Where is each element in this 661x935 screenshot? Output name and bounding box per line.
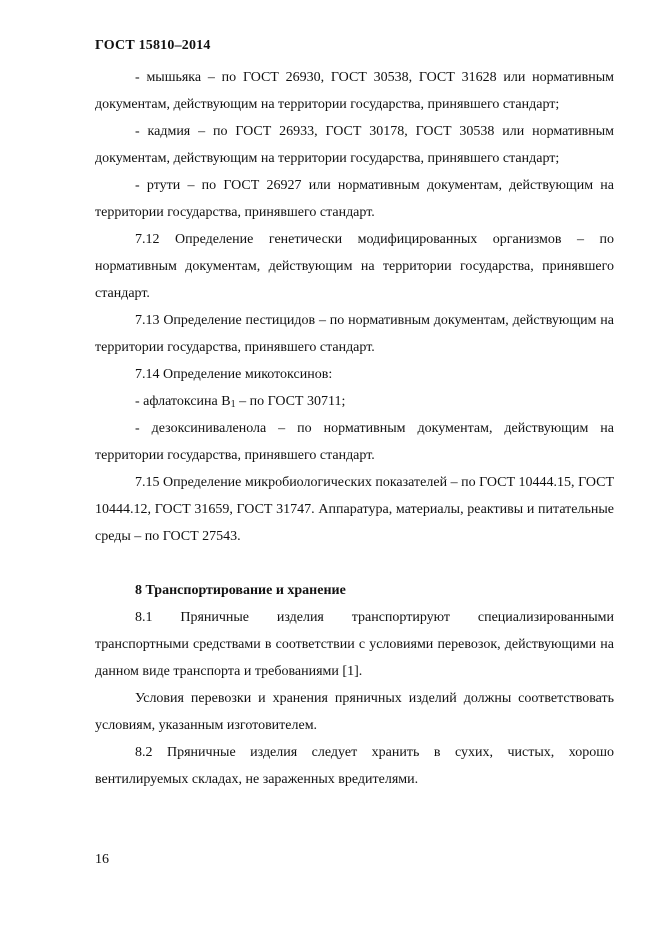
paragraph-deoxynivalenol: - дезоксиниваленола – по нормативным документам, действующим на территории государства, принявшего стандарт. — [95, 421, 614, 463]
paragraph-arsenic: - мышьяка – по ГОСТ 26930, ГОСТ 30538, ГОСТ 31628 или нормативным документам, действующим на территории государства, принявшего стандарт; — [95, 70, 614, 112]
document-header: ГОСТ 15810–2014 — [95, 38, 211, 53]
aflatoxin-prefix: - афлатоксина В — [135, 394, 231, 409]
aflatoxin-suffix: – по ГОСТ 30711; — [235, 394, 346, 409]
paragraph-7-12: 7.12 Определение генетически модифицированных организмов – по нормативным документам, действующим на территории государства, принявшего стандарт. — [95, 232, 614, 301]
paragraph-mercury: - ртути – по ГОСТ 26927 или нормативным документам, действующим на территории государства, принявшего стандарт. — [95, 178, 614, 220]
paragraph-aflatoxin — [95, 388, 614, 415]
paragraph-8-1-conditions: Условия перевозки и хранения пряничных изделий должны соответствовать условиям, указанным изготовителем. — [95, 691, 614, 733]
paragraph-7-13: 7.13 Определение пестицидов – по нормативным документам, действующим на территории государства, принявшего стандарт. — [95, 313, 614, 355]
page-number: 16 — [95, 852, 109, 867]
paragraph-8-2: 8.2 Пряничные изделия следует хранить в сухих, чистых, хорошо вентилируемых складах, не зараженных вредителями. — [95, 745, 614, 787]
aflatoxin-subscript: 1 — [230, 399, 236, 410]
page-body — [95, 64, 614, 793]
paragraph-cadmium: - кадмия – по ГОСТ 26933, ГОСТ 30178, ГОСТ 30538 или нормативным документам, действующим на территории государства, принявшего стандарт; — [95, 124, 614, 166]
paragraph-7-15: 7.15 Определение микробиологических показателей – по ГОСТ 10444.15, ГОСТ 10444.12, ГОСТ 31659, ГОСТ 31747. Аппаратура, материалы, реактивы и питательные среды – по ГОСТ 27543. — [95, 475, 614, 544]
section-8-heading: 8 Транспортирование и хранение — [135, 583, 346, 598]
paragraph-7-14: 7.14 Определение микотоксинов: — [135, 367, 333, 382]
paragraph-8-1: 8.1 Пряничные изделия транспортируют специализированными транспортными средствами в соответствии с условиями перевозок, действующими на данном виде транспорта и требованиями [1]. — [95, 610, 614, 679]
